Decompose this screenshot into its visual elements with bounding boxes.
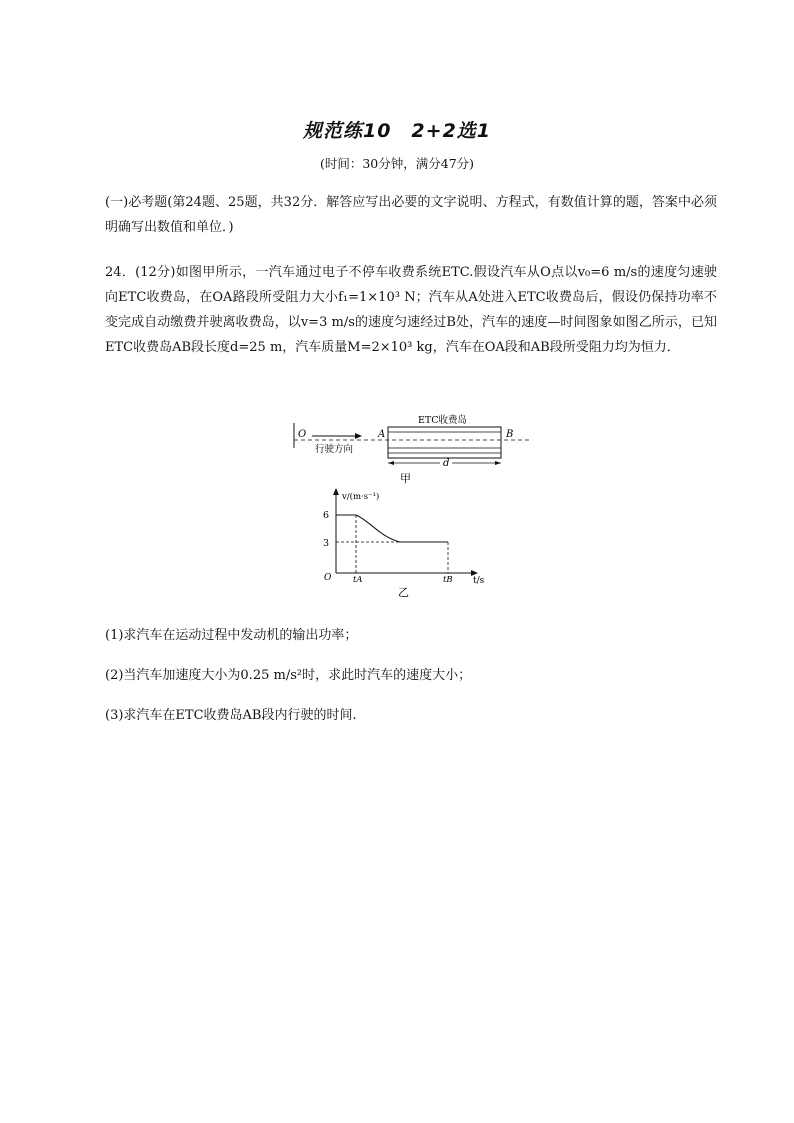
x-tick-ta: tA bbox=[353, 575, 363, 585]
page-subtitle: (时间：30分钟，满分47分) bbox=[319, 156, 475, 171]
question-3: (3)求汽车在ETC收费岛AB段内行驶的时间. bbox=[105, 708, 357, 723]
label-o: O bbox=[298, 429, 307, 440]
section-intro: (一)必考题(第24题、25题，共32分．解答应写出必要的文字说明、方程式，有数值计算的题，答案中必须明确写出数值和单位．) bbox=[105, 195, 717, 235]
question-1: (1)求汽车在运动过程中发动机的输出功率； bbox=[105, 628, 358, 643]
label-b: B bbox=[506, 429, 514, 440]
y-axis-arrow-icon bbox=[333, 488, 339, 495]
x-axis-label: t/s bbox=[473, 576, 485, 586]
figure-jia bbox=[280, 408, 540, 488]
vt-curve bbox=[336, 515, 448, 542]
caption-yi: 乙 bbox=[398, 586, 409, 599]
x-tick-tb: tB bbox=[443, 575, 453, 585]
y-tick-6: 6 bbox=[323, 510, 330, 521]
question-2: (2)当汽车加速度大小为0.25 m/s²时，求此时汽车的速度大小； bbox=[105, 668, 472, 683]
page-title: 规范练10 2+2选1 bbox=[302, 120, 492, 142]
label-island: ETC收费岛 bbox=[418, 415, 468, 426]
figure-yi bbox=[310, 485, 490, 600]
label-a: A bbox=[378, 429, 386, 440]
origin-label: O bbox=[324, 573, 332, 583]
caption-jia: 甲 bbox=[400, 472, 411, 485]
y-tick-3: 3 bbox=[323, 538, 330, 549]
arrow-head-icon bbox=[355, 433, 362, 439]
dim-arrow-left-icon bbox=[388, 461, 394, 465]
dim-arrow-right-icon bbox=[495, 461, 501, 465]
problem-stem: 24．(12分)如图甲所示，一汽车通过电子不停车收费系统ETC.假设汽车从O点以v₀=6 m/s的速度匀速驶向ETC收费岛，在OA路段所受阻力大小f₁=1×10³ N；汽车从A处进入ETC收费岛后，假设仍保持功率不变完成自动缴费并驶离收费岛，以v=3 m/s的速度匀速经过B处，汽车的速度—时间图象如图乙所示，已知ETC收费岛AB段长度d=25 m，汽车质量M=2×10³ kg，汽车在OA段和AB段所受阻力均为恒力． bbox=[105, 265, 717, 355]
label-direction: 行驶方向 bbox=[315, 444, 354, 455]
y-axis-label: v/(m·s⁻¹) bbox=[342, 492, 380, 502]
label-d: d bbox=[443, 458, 450, 469]
